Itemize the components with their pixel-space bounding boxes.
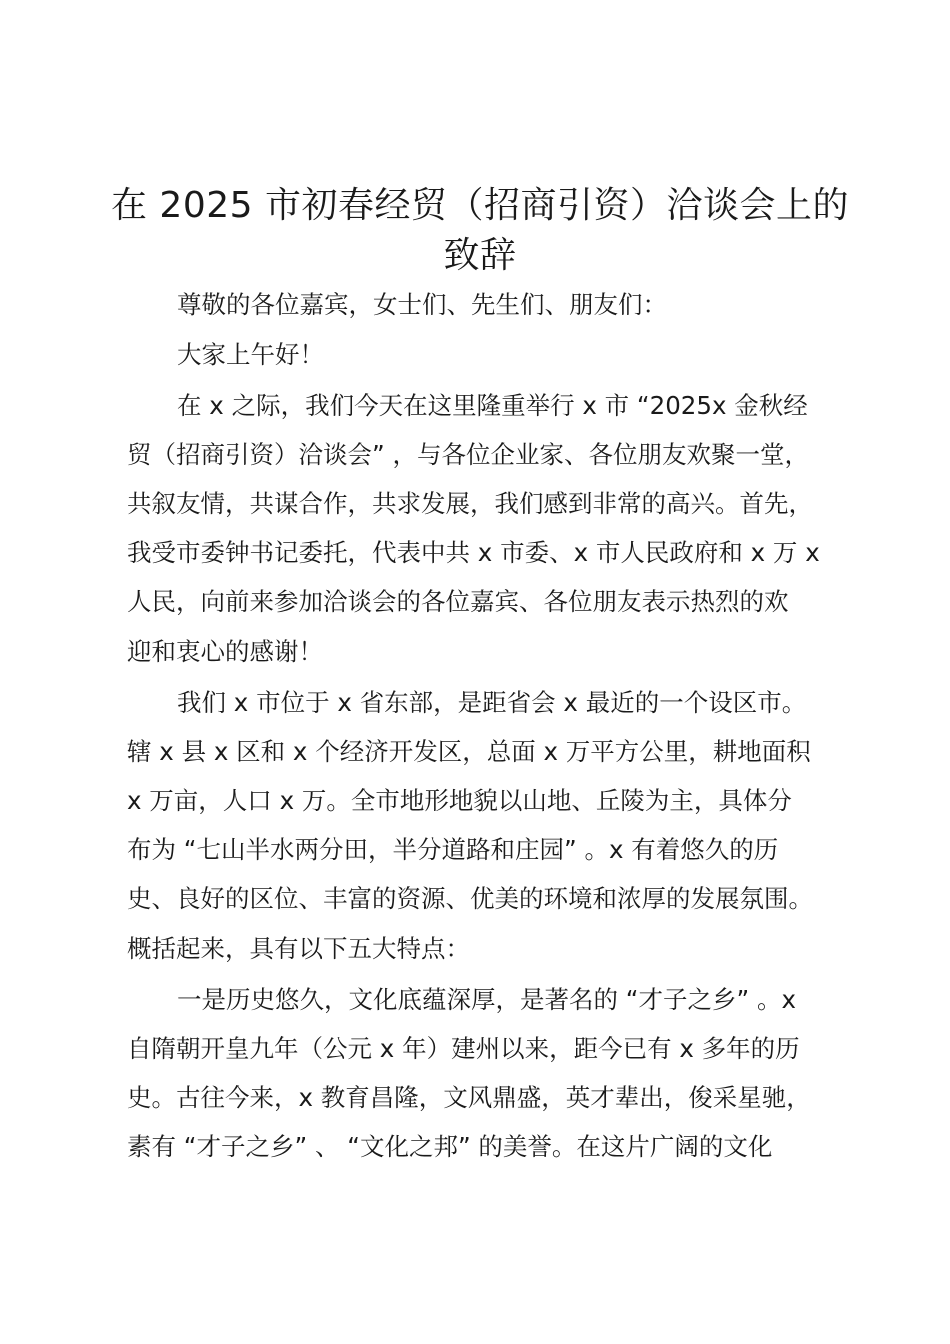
document-title-line-2: 致辞 xyxy=(443,235,517,276)
paragraph-line: 迎和衷心的感谢！ xyxy=(127,637,323,666)
paragraph-line: 共叙友情，共谋合作，共求发展，我们感到非常的高兴。首先， xyxy=(127,489,813,518)
paragraph-line: 在 x 之际，我们今天在这里隆重举行 x 市 “2025x 金秋经 xyxy=(177,391,808,420)
paragraph-line: x 万亩，人口 x 万。全市地形地貌以山地、丘陵为主，具体分 xyxy=(127,786,792,815)
paragraph-line: 布为 “七山半水两分田，半分道路和庄园” 。x 有着悠久的历 xyxy=(127,835,779,864)
greeting: 大家上午好！ xyxy=(177,340,324,369)
paragraph-line: 人民，向前来参加洽谈会的各位嘉宾、各位朋友表示热烈的欢 xyxy=(127,587,789,616)
paragraph-line: 贸（招商引资）洽谈会” ，与各位企业家、各位朋友欢聚一堂， xyxy=(127,440,809,469)
paragraph-line: 我受市委钟书记委托，代表中共 x 市委、x 市人民政府和 x 万 x xyxy=(127,538,820,567)
paragraph-line: 概括起来，具有以下五大特点： xyxy=(127,934,470,963)
paragraph-line: 一是历史悠久，文化底蕴深厚，是著名的 “才子之乡” 。x xyxy=(177,985,796,1014)
paragraph-line: 辖 x 县 x 区和 x 个经济开发区，总面 x 万平方公里，耕地面积 xyxy=(127,737,811,766)
salutation: 尊敬的各位嘉宾，女士们、先生们、朋友们： xyxy=(177,290,667,319)
paragraph-line: 自隋朝开皇九年（公元 x 年）建州以来，距今已有 x 多年的历 xyxy=(127,1034,800,1063)
paragraph-line: 史、良好的区位、丰富的资源、优美的环境和浓厚的发展氛围。 xyxy=(127,884,813,913)
paragraph-line: 史。古往今来，x 教育昌隆，文风鼎盛，英才辈出，俊采星驰， xyxy=(127,1083,811,1112)
document-title-line-1: 在 2025 市初春经贸（招商引资）洽谈会上的 xyxy=(110,185,849,226)
paragraph-line: 我们 x 市位于 x 省东部，是距省会 x 最近的一个设区市。 xyxy=(177,688,807,717)
paragraph-line: 素有 “才子之乡” 、 “文化之邦” 的美誉。在这片广阔的文化 xyxy=(127,1132,773,1161)
